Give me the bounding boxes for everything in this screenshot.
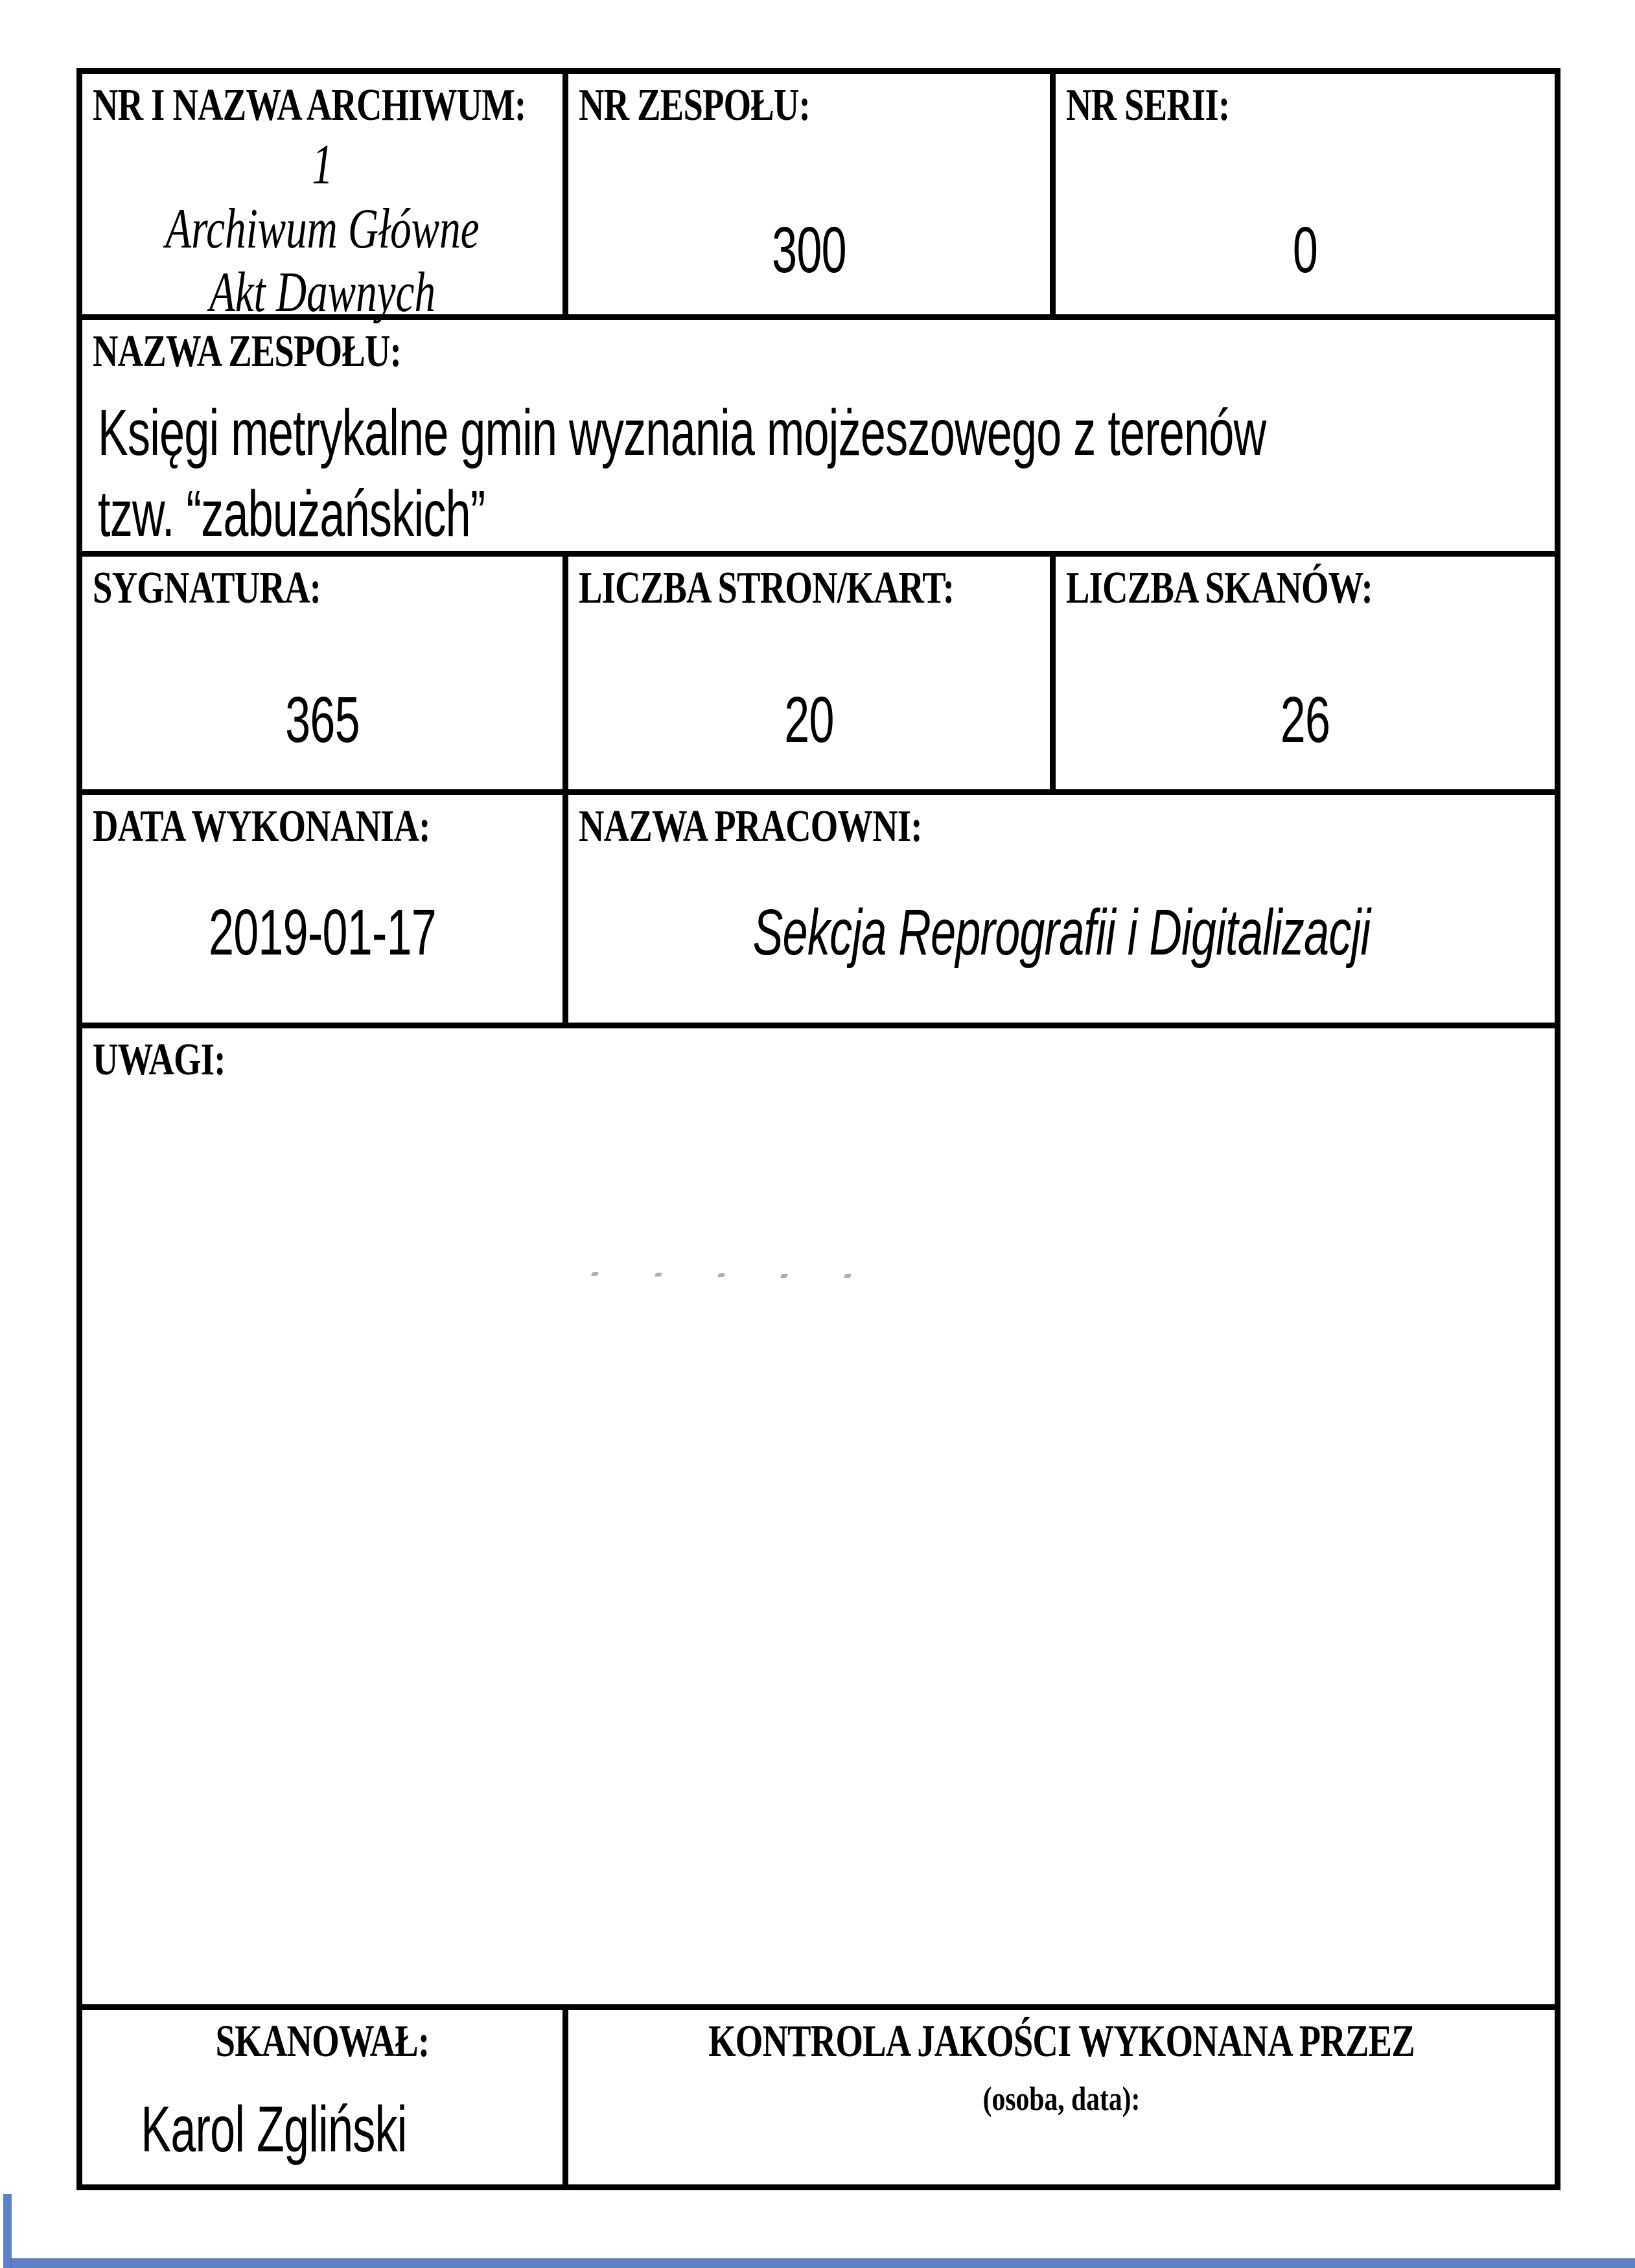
row-fonds-name [82, 320, 1555, 557]
archive-value [82, 133, 562, 325]
quality-control-label: KONTROLA JAKOŚCI WYKONANA PRZEZ [708, 2017, 1415, 2066]
archive-name-line1: Archiwum Główne [165, 197, 480, 260]
fonds-name-line2: tzw. “zabużańskich” [98, 477, 485, 550]
signature-value: 365 [285, 684, 360, 756]
signature-label: SYGNATURA: [93, 563, 321, 613]
cell-remarks [82, 1028, 1555, 2004]
scan-edge-bottom [10, 2258, 1635, 2268]
fonds-name-line1: Księgi metrykalne gmin wyznania mojżeszowego z terenów [98, 396, 1266, 469]
scan-edge-left [3, 2194, 12, 2268]
date-made-value: 2019-01-17 [208, 896, 437, 969]
scans-count-label: LICZBA SKANÓW: [1066, 563, 1373, 613]
lab-name-value: Sekcja Reprografii i Digitalizacji [752, 896, 1371, 969]
row-remarks [82, 1028, 1555, 2010]
pages-count-label: LICZBA STRON/KART: [579, 563, 955, 613]
date-made-label: DATA WYKONANIA: [93, 802, 430, 851]
fonds-name-value [93, 393, 1635, 555]
cell-lab-name [568, 795, 1555, 1023]
fonds-number-label: NR ZESPOŁU: [579, 80, 810, 130]
scans-count-value: 26 [1280, 684, 1330, 756]
scanned-by-label: SKANOWAŁ: [215, 2017, 430, 2066]
fonds-number-value: 300 [772, 214, 846, 286]
cell-fonds-number [568, 74, 1056, 314]
row-signature-counts [82, 557, 1555, 795]
series-number-value: 0 [1292, 214, 1318, 286]
archive-label: NR I NAZWA ARCHIWUM: [93, 80, 526, 130]
series-number-label: NR SERII: [1066, 80, 1230, 130]
lab-name-label: NAZWA PRACOWNI: [579, 802, 922, 851]
scanned-by-value: Karol Zgliński [141, 2093, 407, 2166]
cell-quality-control [568, 2010, 1555, 2184]
row-date-lab [82, 795, 1555, 1028]
pages-count-value: 20 [784, 684, 834, 756]
cell-pages-count [568, 557, 1056, 789]
cell-archive [82, 74, 568, 325]
quality-control-sublabel: (osoba, data): [982, 2081, 1141, 2118]
remarks-label: UWAGI: [93, 1035, 226, 1085]
row-archive-numbers [82, 74, 1555, 325]
cell-signature [82, 557, 568, 789]
cell-scans-count [1056, 557, 1555, 789]
cell-fonds-name [82, 320, 1635, 551]
metadata-table [76, 68, 1560, 2190]
archive-name-line2: Akt Dawnych [209, 261, 436, 325]
row-signoff [82, 2010, 1555, 2184]
cell-series-number [1056, 74, 1555, 314]
fonds-name-label: NAZWA ZESPOŁU: [93, 327, 402, 376]
archive-number: 1 [312, 133, 333, 196]
cell-date-made [82, 795, 568, 1023]
cell-scanned-by [82, 2010, 568, 2184]
